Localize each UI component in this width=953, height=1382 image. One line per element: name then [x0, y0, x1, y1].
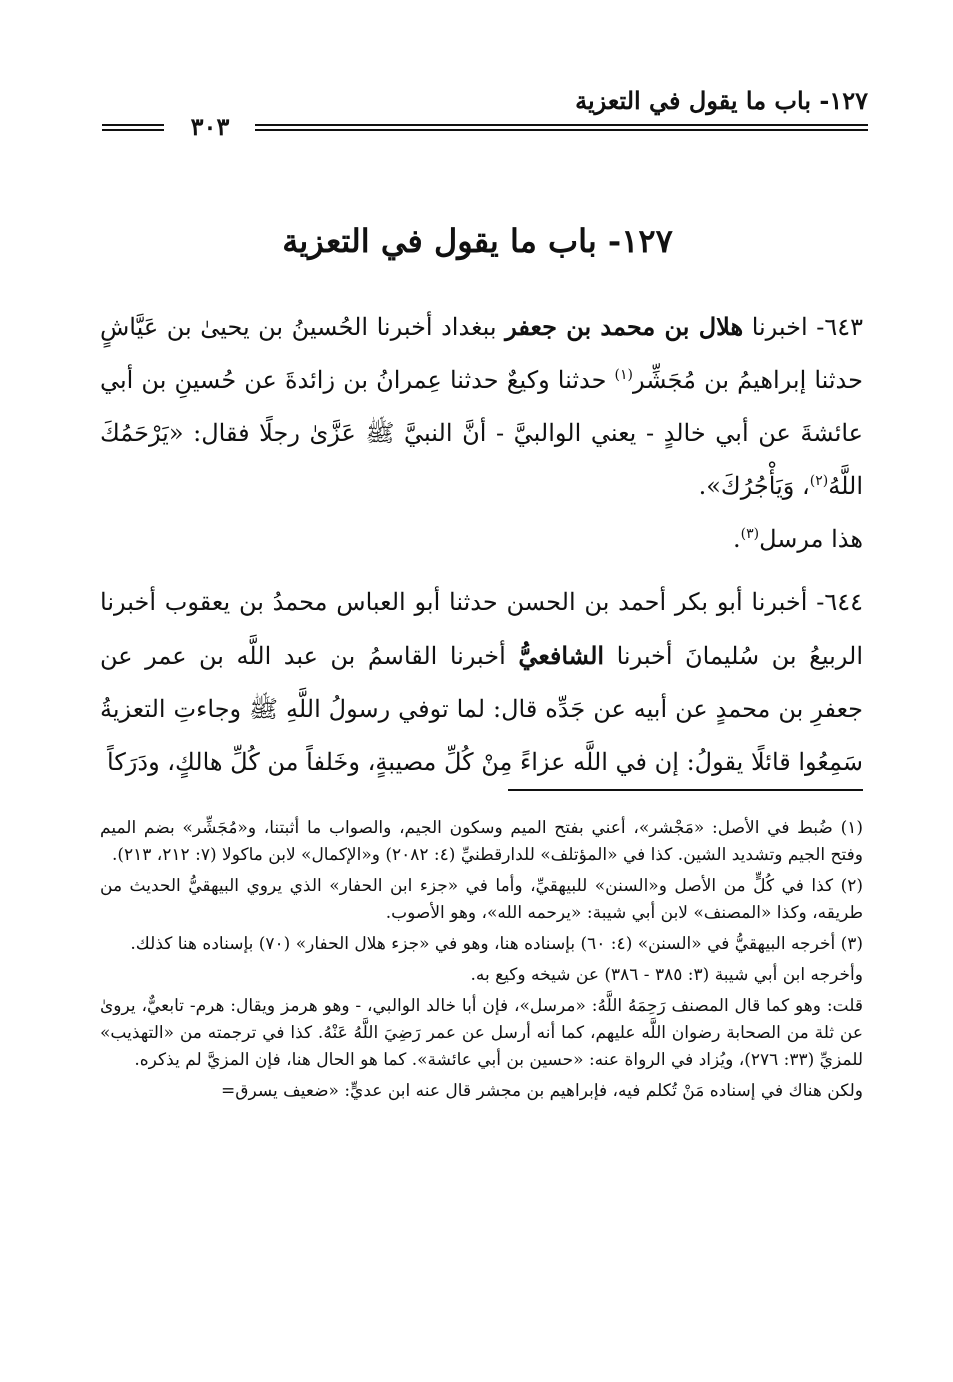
narrator-name: هلال بن محمد بن جعفر: [505, 312, 744, 341]
hadith-number: ٦٤٤-: [816, 588, 863, 616]
footnote-marker[interactable]: (١): [614, 367, 634, 383]
footnote-3-comment-cont: ولكن هناك في إسناده مَنْ تُكلم فيه، فإبراهيم بن مجشر قال عنه ابن عديٍّ: «ضعيف يسرق=: [221, 1081, 863, 1101]
footnote-marker[interactable]: (٢): [809, 473, 829, 489]
footnote-3-comment: قلت: وهو كما قال المصنف رَحِمَهُ اللَّهُ: «مرسل»، فإن أبا خالد الوالبي، - وهو هرمز ويقال: هرم- تابعيٌّ، يروىٰ عن ثلة من الصحابة رضوان اللَّه عليهم، كما أنه أرسل عن عمر رَضِيَ اللَّهُ عَنْهُ. كذا في ترجمته من «التهذيب» للمزيِّ (٣٣: ٢٧٦)، ويُزاد في الرواة عنه: «حسين بن أبي عائشة». كما هو الحال هنا، فإن المزيَّ لم يذكره.: [100, 996, 863, 1070]
hadith-text: أخبرنا القاسمُ بن عبد اللَّه بن عمر عن جعفرِ بن محمدٍ عن أبيه عن جَدِّه قال: لما توفي رسولُ اللَّهِ ﷺ وجاءتِ التعزيةُ سَمِعُوا قائلًا يقولُ: إن في اللَّه عزاءً مِنْ كُلِّ مصيبةٍ، وخَلفاً من كُلِّ هالكٍ، ودَرَكاً: [100, 642, 864, 776]
hadith-text: اخبرنا: [751, 313, 808, 341]
chapter-title: ١٢٧- باب ما يقول في التعزية: [282, 222, 673, 260]
main-text: [100, 300, 863, 789]
footnote-3: (٣) أخرجه البيهقيُّ في «السنن» (٤: ٦٠) بإسناده هنا، وهو في «جزء هلال الحفار» (٧٠) بإسناده هنا كذلك.: [130, 934, 863, 954]
hadith-number: ٦٤٣-: [816, 313, 863, 341]
hadith-text: حدثنا وكيعٌ حدثنا عِمرانُ بن زائدةَ عن حُسينِ بن أبي عائشةَ عن أبي خالدٍ - يعني الوالبيَّ - أنَّ النبيَّ ﷺ عَزَّىٰ رجلًا فقال: «يَرْحَمُكَ اللَّهُ: [100, 366, 863, 500]
footnote-separator: [508, 789, 863, 791]
footnotes: [100, 815, 863, 1109]
header-double-rule-short: [102, 124, 164, 131]
hadith-text: أخبرنا أبو بكر أحمد بن الحسن حدثنا أبو العباس محمدُ بن يعقوب أخبرنا الربيعُ بن سُليمانَ أخبرنا: [100, 588, 864, 670]
footnote-marker[interactable]: (٣): [740, 526, 760, 542]
footnote-1: (١) ضُبط في الأصل: «مَجْشر»، أعني بفتح الميم وسكون الجيم، والصواب ما أثبتنا، و«مُجَشِّر» بضم الميم وفتح الجيم وتشديد الشين. كذا في «المؤتلف» للدارقطنيِّ (٤: ٢٠٨٢) و«الإكمال» لابن ماكولا (٧: ٢١٢، ٢١٣).: [100, 818, 863, 865]
hadith-643: [100, 300, 863, 513]
footnote-3-cont: وأخرجه ابن أبي شيبة (٣: ٣٨٥ - ٣٨٦) عن شيخه وكيع به.: [470, 965, 863, 985]
footnote-2: (٢) كذا في كُلٍّ من الأصل و«السنن» للبيهقيِّ، وأما في «جزء ابن الحفار» الذي يروي البيهقيُّ الحديث من طريقه، وكذا «المصنف» لابن أبي شيبة: «يرحمه الله»، وهو الأصوب.: [100, 876, 863, 923]
mursal-note: [100, 513, 863, 566]
running-header-title: ١٢٧- باب ما يقول في التعزية: [575, 86, 868, 115]
header-double-rule: [255, 124, 868, 131]
hadith-text: ، وَيَأْجُرُكَ».: [698, 472, 810, 500]
mursal-text: هذا مرسل: [759, 525, 863, 553]
page-number: ٣٠٣: [190, 112, 230, 141]
hadith-644: [100, 576, 863, 789]
hadith-text: ببغداد أخبرنا الحُسينُ بن يحيىٰ بن عَيَّاشٍ حدثنا إبراهيمُ بن مُجَشِّر: [100, 313, 863, 394]
mursal-end: .: [732, 525, 741, 553]
narrator-name: الشافعيُّ: [518, 641, 605, 670]
